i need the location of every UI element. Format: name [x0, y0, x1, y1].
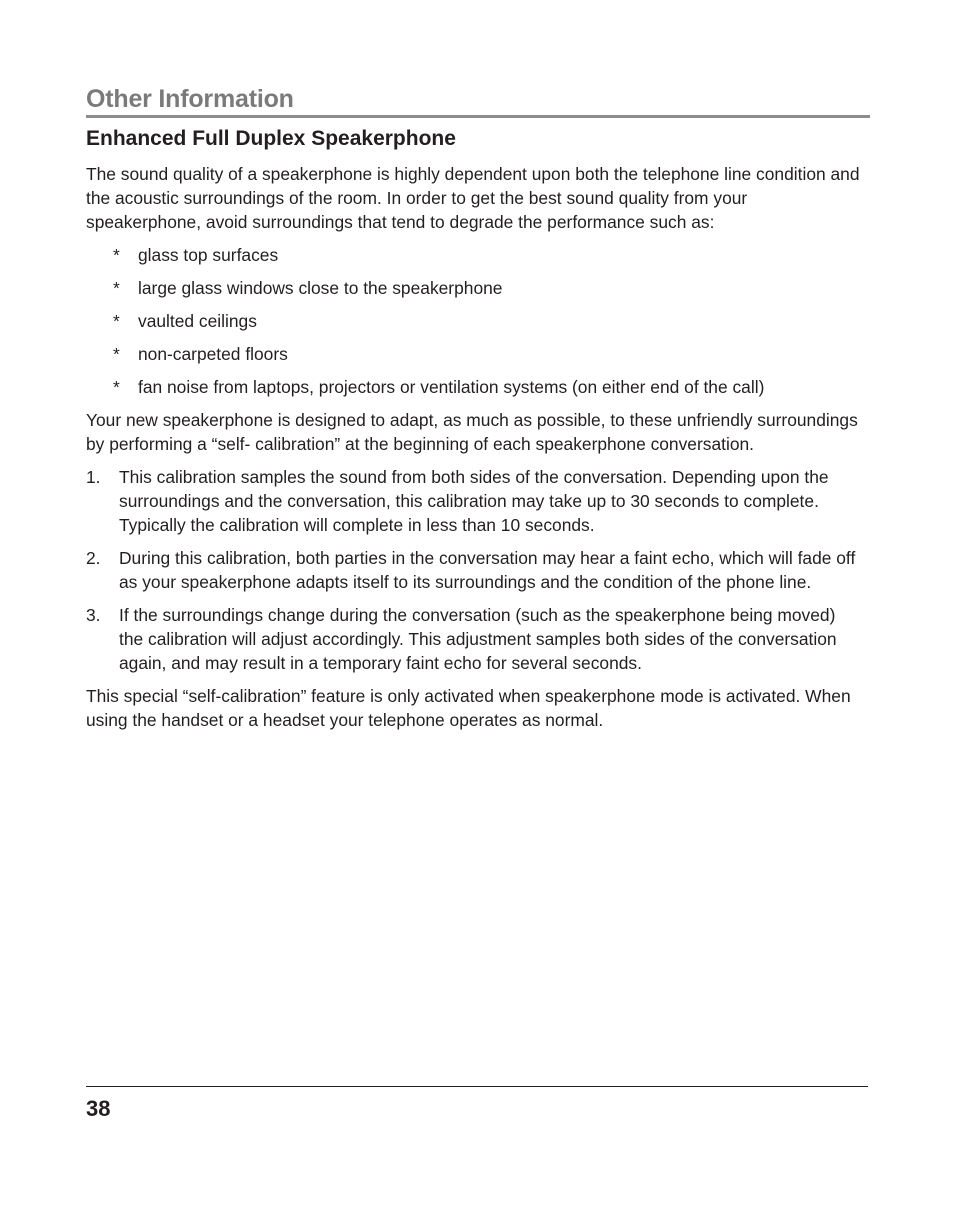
section-divider [86, 115, 870, 118]
bullet-marker: * [113, 344, 120, 364]
step-text: During this calibration, both parties in the conversation may hear a faint echo, which will fade off as your speakerphone adapts itself to its surroundings and the condition of the phone line. [119, 548, 856, 592]
bullet-marker: * [113, 245, 120, 265]
step-number: 1. [86, 467, 101, 487]
bullet-list [86, 243, 861, 399]
bullet-marker: * [113, 377, 120, 397]
footer-divider [86, 1086, 868, 1087]
bullet-marker: * [113, 311, 120, 331]
bullet-text: fan noise from laptops, projectors or ventilation systems (on either end of the call) [138, 377, 765, 397]
bullet-marker: * [113, 278, 120, 298]
section-title: Other Information [86, 85, 294, 113]
numbered-list [86, 465, 861, 675]
list-item [86, 276, 861, 300]
list-item [86, 342, 861, 366]
intro-paragraph: The sound quality of a speakerphone is highly dependent upon both the telephone line condition and the acoustic surroundings of the room. In order to get the best sound quality from your speakerphone, avoid surroundings that tend to degrade the performance such as: [86, 164, 860, 232]
bullet-text: non-carpeted floors [138, 344, 288, 364]
subheading: Enhanced Full Duplex Speakerphone [86, 127, 456, 150]
bullet-text: large glass windows close to the speakerphone [138, 278, 503, 298]
bullet-text: vaulted ceilings [138, 311, 257, 331]
adapt-paragraph: Your new speakerphone is designed to adapt, as much as possible, to these unfriendly surroundings by performing a “self- calibration” at the beginning of each speakerphone conversation. [86, 410, 858, 454]
list-item [86, 546, 861, 594]
body-text [86, 162, 861, 741]
list-item [86, 375, 861, 399]
list-item [86, 465, 861, 537]
list-item [86, 309, 861, 333]
bullet-text: glass top surfaces [138, 245, 279, 265]
step-number: 2. [86, 548, 101, 568]
page-number: 38 [86, 1096, 111, 1121]
step-number: 3. [86, 605, 101, 625]
step-text: This calibration samples the sound from both sides of the conversation. Depending upon the surroundings and the conversation, this calibration may take up to 30 seconds to complete. Typically the calibration will complete in less than 10 seconds. [119, 467, 829, 535]
closing-paragraph: This special “self-calibration” feature is only activated when speakerphone mode is activated. When using the handset or a headset your telephone operates as normal. [86, 686, 851, 730]
step-text: If the surroundings change during the conversation (such as the speakerphone being moved) the calibration will adjust accordingly. This adjustment samples both sides of the conversation again, and may result in a temporary faint echo for several seconds. [119, 605, 837, 673]
list-item [86, 603, 861, 675]
list-item [86, 243, 861, 267]
